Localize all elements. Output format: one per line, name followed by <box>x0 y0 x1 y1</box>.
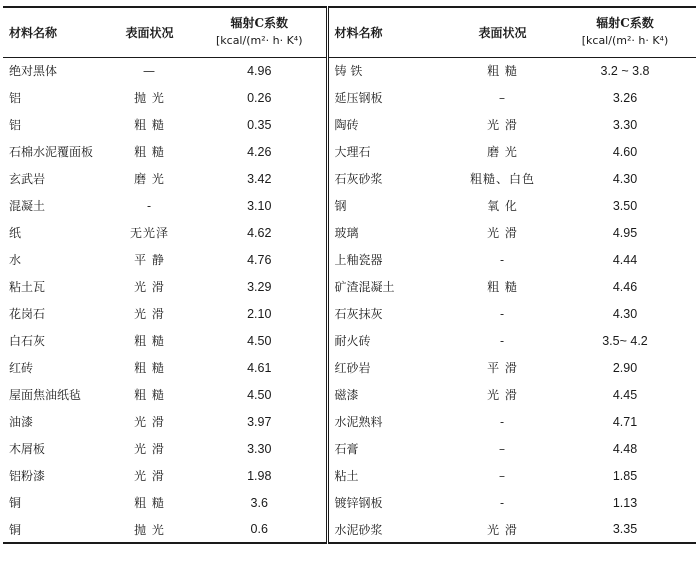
left-material-name: 玄武岩 <box>9 172 46 186</box>
right-surface-condition: - <box>499 495 506 510</box>
left-coefficient-value: 2.10 <box>247 306 272 321</box>
left-coefficient-value: 4.62 <box>247 225 272 240</box>
left-coefficient-value: 4.26 <box>247 144 272 159</box>
right-surface-condition: 光 滑 <box>487 226 518 240</box>
right-coefficient-value: 3.30 <box>612 117 638 132</box>
right-material-name: 上釉瓷器 <box>327 246 451 273</box>
right-coefficient-value: 3.50 <box>612 198 638 213</box>
right-material-name: 延压钢板 <box>327 84 451 111</box>
right-material-name: 红砂岩 <box>327 354 451 381</box>
left-surface-condition: — <box>143 63 156 78</box>
right-surface-condition: 磨 光 <box>487 145 518 159</box>
right-surface-condition: 粗糙、白色 <box>469 172 535 186</box>
header-coefficient-left <box>193 7 327 57</box>
right-material-name: 铸 铁 <box>327 57 451 84</box>
table-header <box>3 7 696 57</box>
table-row <box>3 273 696 300</box>
left-surface-condition: 光 滑 <box>134 280 165 294</box>
table-row <box>3 300 696 327</box>
right-surface-condition: 光 滑 <box>487 388 518 402</box>
left-coefficient-value: 0.6 <box>193 516 327 543</box>
left-coefficient-value: 4.76 <box>247 252 272 267</box>
right-surface-condition: 氧 化 <box>487 199 518 213</box>
right-surface-condition: 粗 糙 <box>487 280 518 294</box>
table-row <box>3 435 696 462</box>
right-coefficient-value: 2.90 <box>612 360 638 375</box>
right-coefficient-value: 1.85 <box>612 468 638 483</box>
header-surface-right: 表面状况 <box>451 7 554 57</box>
header-material-name-right: 材料名称 <box>327 7 451 57</box>
table-row <box>3 57 696 84</box>
right-surface-condition: - <box>499 333 506 348</box>
left-coefficient-value: 4.50 <box>247 333 272 348</box>
left-material-name: 混凝土 <box>9 199 46 213</box>
right-coefficient-value: 4.71 <box>612 414 638 429</box>
right-material-name: 镀锌钢板 <box>327 489 451 516</box>
right-surface-condition: – <box>499 441 506 456</box>
left-surface-condition: 抛 光 <box>134 91 165 105</box>
right-surface-condition: 光 滑 <box>451 516 554 543</box>
left-surface-condition: 粗 糙 <box>134 388 165 402</box>
left-surface-condition: 光 滑 <box>134 442 165 456</box>
header-coefficient-left-title: 辐射C系数 <box>230 16 289 31</box>
left-material-name: 铜 <box>9 496 22 510</box>
left-material-name: 铝 <box>9 118 22 132</box>
right-coefficient-value: 4.95 <box>612 225 638 240</box>
table-row <box>3 219 696 246</box>
left-surface-condition: 粗 糙 <box>134 361 165 375</box>
right-surface-condition: 光 滑 <box>487 118 518 132</box>
left-surface-condition: 磨 光 <box>134 172 165 186</box>
left-material-name: 粘土瓦 <box>9 280 46 294</box>
left-coefficient-value: 3.42 <box>247 171 272 186</box>
table-row <box>3 381 696 408</box>
header-coefficient-left-unit: [kcal/(m²· h· K⁴) <box>215 34 303 48</box>
left-coefficient-value: 3.29 <box>247 279 272 294</box>
right-material-name: 玻璃 <box>327 219 451 246</box>
table-row <box>3 192 696 219</box>
right-material-name: 水泥砂浆 <box>327 516 451 543</box>
right-material-name: 石灰砂浆 <box>327 165 451 192</box>
right-material-name: 石灰抹灰 <box>327 300 451 327</box>
table-row <box>3 354 696 381</box>
right-material-name: 耐火砖 <box>327 327 451 354</box>
table-row <box>3 165 696 192</box>
right-material-name: 石膏 <box>327 435 451 462</box>
left-coefficient-value: 4.96 <box>247 63 272 78</box>
right-material-name: 大理石 <box>327 138 451 165</box>
right-coefficient-value: 3.35 <box>554 516 696 543</box>
right-coefficient-value: 4.46 <box>612 279 638 294</box>
left-coefficient-value: 1.98 <box>247 468 272 483</box>
right-surface-condition: 平 滑 <box>487 361 518 375</box>
table-row <box>3 462 696 489</box>
right-coefficient-value: 3.26 <box>612 90 638 105</box>
left-surface-condition: - <box>146 198 153 213</box>
left-coefficient-value: 3.30 <box>247 441 272 456</box>
left-material-name: 铜 <box>3 516 106 543</box>
right-surface-condition: 粗 糙 <box>487 64 518 79</box>
left-surface-condition: 光 滑 <box>134 307 165 321</box>
right-coefficient-value: 4.30 <box>612 306 638 321</box>
table-row <box>3 84 696 111</box>
left-surface-condition: 光 滑 <box>134 469 165 483</box>
left-coefficient-value: 4.61 <box>247 360 272 375</box>
right-coefficient-value: 4.44 <box>612 252 638 267</box>
header-coefficient-right-unit: [kcal/(m²· h· K⁴) <box>581 34 669 48</box>
left-coefficient-value: 3.6 <box>250 495 268 510</box>
table-row <box>3 516 696 543</box>
left-material-name: 屋面焦油纸毡 <box>9 388 82 402</box>
left-surface-condition: 无光泽 <box>129 226 169 240</box>
left-material-name: 纸 <box>9 226 22 240</box>
left-coefficient-value: 0.26 <box>247 90 272 105</box>
left-coefficient-value: 4.50 <box>247 387 272 402</box>
right-coefficient-value: 4.45 <box>612 387 638 402</box>
left-material-name: 水 <box>9 253 22 267</box>
left-surface-condition: 平 静 <box>134 253 165 267</box>
left-surface-condition: 粗 糙 <box>134 334 165 348</box>
radiation-coefficient-table <box>3 6 696 544</box>
left-coefficient-value: 3.97 <box>247 414 272 429</box>
table-body <box>3 57 696 543</box>
left-surface-condition: 抛 光 <box>106 516 193 543</box>
header-material-name-left: 材料名称 <box>3 7 106 57</box>
right-coefficient-value: 4.60 <box>612 144 638 159</box>
right-coefficient-value: 1.13 <box>612 495 638 510</box>
left-material-name: 绝对黑体 <box>9 64 58 79</box>
right-material-name: 陶砖 <box>327 111 451 138</box>
left-material-name: 石棉水泥覆面板 <box>9 145 94 159</box>
table-row <box>3 138 696 165</box>
table-row <box>3 327 696 354</box>
table-row <box>3 489 696 516</box>
right-coefficient-value: 4.30 <box>612 171 638 186</box>
header-surface-left: 表面状况 <box>106 7 193 57</box>
left-material-name: 铝粉漆 <box>9 469 46 483</box>
right-coefficient-value: 3.2 ~ 3.8 <box>600 63 650 78</box>
right-material-name: 水泥熟料 <box>327 408 451 435</box>
right-surface-condition: - <box>499 414 506 429</box>
header-row <box>3 7 696 57</box>
left-surface-condition: 粗 糙 <box>134 118 165 132</box>
right-material-name: 粘土 <box>327 462 451 489</box>
table-row <box>3 111 696 138</box>
left-material-name: 花岗石 <box>9 307 46 321</box>
left-surface-condition: 粗 糙 <box>134 145 165 159</box>
right-surface-condition: – <box>499 468 506 483</box>
table-row <box>3 408 696 435</box>
right-surface-condition: - <box>499 252 506 267</box>
left-material-name: 白石灰 <box>9 334 46 348</box>
right-material-name: 矿渣混凝土 <box>327 273 451 300</box>
left-material-name: 红砖 <box>9 361 34 375</box>
left-surface-condition: 粗 糙 <box>134 496 165 510</box>
left-coefficient-value: 0.35 <box>247 117 272 132</box>
right-coefficient-value: 3.5~ 4.2 <box>602 333 648 348</box>
left-material-name: 木屑板 <box>9 442 46 456</box>
left-coefficient-value: 3.10 <box>247 198 272 213</box>
header-coefficient-right <box>554 7 696 57</box>
table-row <box>3 246 696 273</box>
right-surface-condition: – <box>499 90 506 105</box>
header-coefficient-right-title: 辐射C系数 <box>596 16 654 31</box>
right-coefficient-value: 4.48 <box>612 441 638 456</box>
left-material-name: 铝 <box>9 91 22 105</box>
right-material-name: 钢 <box>327 192 451 219</box>
left-material-name: 油漆 <box>9 415 34 429</box>
right-surface-condition: - <box>499 306 506 321</box>
right-material-name: 磁漆 <box>327 381 451 408</box>
left-surface-condition: 光 滑 <box>134 415 165 429</box>
